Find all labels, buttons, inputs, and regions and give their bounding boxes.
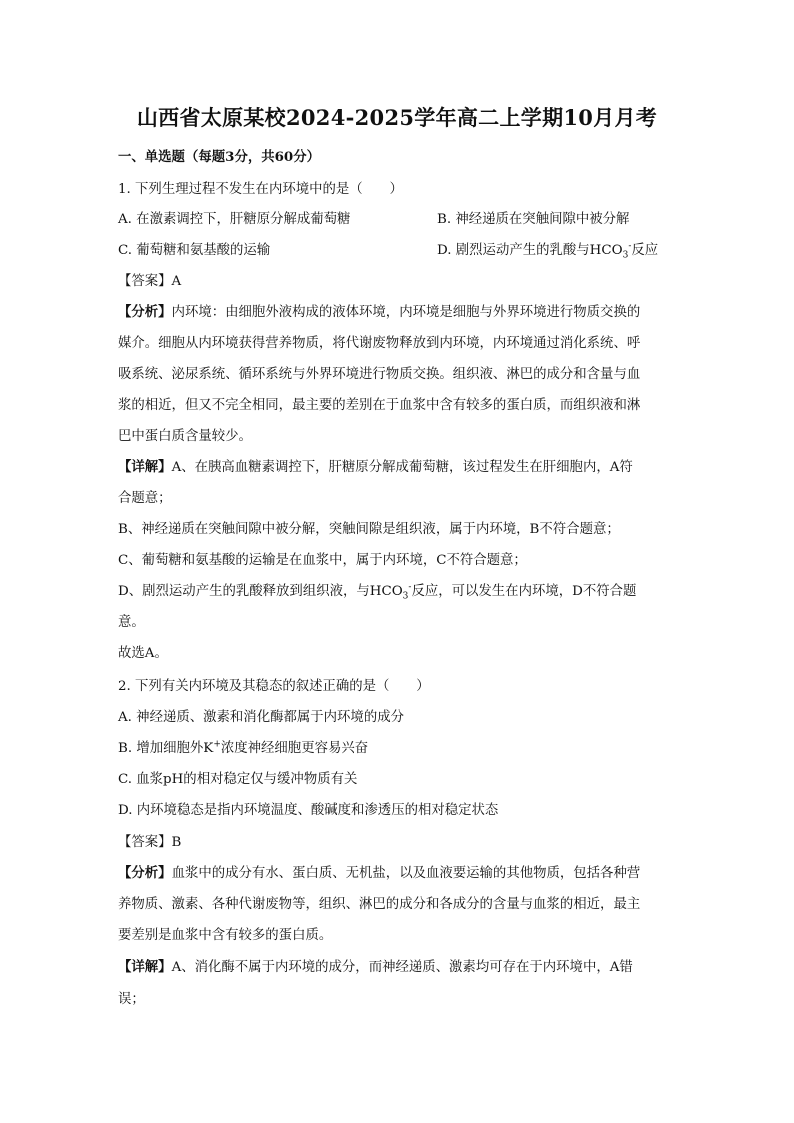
q1-detail-line: D、剧烈运动产生的乳酸释放到组织液，与$HCO_3^-$反应，可以发生在内环境，D不符合题 — [118, 582, 637, 602]
q1-choice: 故选A。 — [118, 646, 168, 661]
q1-answer: 【答案】A — [118, 274, 182, 289]
q1-analysis-line: 媒介。细胞从内环境获得营养物质，将代谢废物释放到内环境，内环境通过消化系统、呼 — [118, 336, 641, 351]
q2-option-d: D. 内环境稳态是指内环境温度、酸碱度和渗透压的相对稳定状态 — [118, 803, 499, 818]
q1-option-c: C. 葡萄糖和氨基酸的运输 — [118, 243, 271, 258]
q1-detail-line: B、神经递质在突触间隙中被分解，突触间隙是组织液，属于内环境，B不符合题意； — [118, 522, 620, 537]
section-heading: 一、单选题（每题3分，共60分） — [118, 149, 321, 165]
q1-option-a: A. 在激素调控下，肝糖原分解成葡萄糖 — [118, 212, 351, 227]
q1-analysis-line: 吸系统、泌尿系统、循环系统与外界环境进行物质交换。组织液、淋巴的成分和含量与血 — [118, 367, 641, 382]
q2-option-a: A. 神经递质、激素和消化酶都属于内环境的成分 — [118, 710, 404, 725]
q2-detail: 【详解】A、消化酶不属于内环境的成分，而神经递质、激素均可存在于内环境中，A错 — [118, 959, 633, 975]
q2-analysis: 【分析】血浆中的成分有水、蛋白质、无机盐，以及血液要运输的其他物质，包括各种营 — [118, 865, 641, 881]
q1-option-b: B. 神经递质在突触间隙中被分解 — [437, 212, 630, 227]
q2-option-b: B. 增加细胞外K+浓度神经细胞更容易兴奋 — [118, 739, 369, 756]
q1-detail-line: 合题意； — [118, 491, 172, 506]
q2-stem: 2. 下列有关内环境及其稳态的叙述正确的是（ ） — [118, 679, 430, 694]
q1-detail-line: C、葡萄糖和氨基酸的运输是在血浆中，属于内环境，C不符合题意； — [118, 553, 527, 568]
q1-detail-line: 意。 — [118, 615, 145, 630]
q2-detail-line: 误； — [118, 992, 145, 1007]
q1-detail: 【详解】A、在胰高血糖素调控下，肝糖原分解成葡萄糖，该过程发生在肝细胞内，A符 — [118, 459, 633, 475]
q2-option-c: C. 血浆pH的相对稳定仅与缓冲物质有关 — [118, 772, 358, 787]
q1-stem: 1. 下列生理过程不发生在内环境中的是（ ） — [118, 182, 403, 197]
q2-answer: 【答案】B — [118, 835, 182, 850]
q1-option-d: D. 剧烈运动产生的乳酸与$HCO_3^-$反应 — [437, 241, 659, 261]
q2-analysis-line: 要差别是血浆中含有较多的蛋白质。 — [118, 928, 333, 943]
q1-analysis-line: 浆的相近，但又不完全相同，最主要的差别在于血浆中含有较多的蛋白质，而组织液和淋 — [118, 398, 641, 413]
q2-analysis-line: 养物质、激素、各种代谢废物等，组织、淋巴的成分和各成分的含量与血浆的相近，最主 — [118, 897, 641, 912]
q1-analysis: 【分析】内环境：由细胞外液构成的液体环境，内环境是细胞与外界环境进行物质交换的 — [118, 304, 641, 320]
page-title: 山西省太原某校2024-2025学年高二上学期10月月考 — [136, 105, 658, 130]
q1-analysis-line: 巴中蛋白质含量较少。 — [118, 429, 252, 444]
